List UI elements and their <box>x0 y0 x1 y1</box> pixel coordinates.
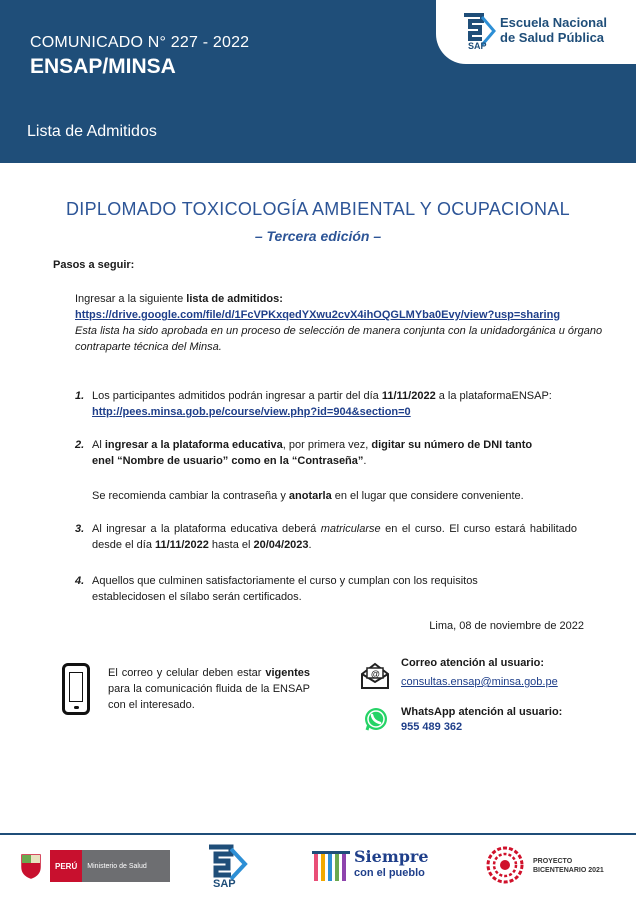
diploma-title: DIPLOMADO TOXICOLOGÍA AMBIENTAL Y OCUPACIONAL <box>66 199 570 219</box>
whatsapp-number[interactable]: 955 489 362 <box>401 721 463 733</box>
platform-link[interactable]: http://pees.minsa.gob.pe/course/view.php?id=904&section=0 <box>92 406 411 418</box>
step-number: 1. <box>75 390 85 402</box>
edition-subtitle: – Tercera edición – <box>254 228 382 244</box>
header-subtitle: Lista de Admitidos <box>27 123 157 140</box>
step-text: Al ingresar a la plataforma educativa, por primera vez, digitar su número de DNI tanto enel “Nombre de usuario” como en la “Contraseña”. <box>92 439 533 467</box>
organization-name: ENSAP/MINSA <box>30 55 176 78</box>
svg-text:@: @ <box>371 669 380 679</box>
approval-note: Esta lista ha sido aprobada en un proceso de selección de manera conjunta con la unidadorgánica u órgano contraparte técnica del Minsa. <box>75 325 603 353</box>
whatsapp-icon <box>363 706 389 732</box>
step-number: 4. <box>75 575 85 587</box>
mobile-phone-icon <box>62 663 90 715</box>
siempre-text: Siempre <box>354 847 429 866</box>
svg-text:SAP: SAP <box>213 878 236 889</box>
step-number: 2. <box>75 439 85 451</box>
peru-label: PERÚ <box>50 850 82 882</box>
ensap-logo <box>436 0 636 64</box>
ministerio-label: Ministerio de Salud <box>82 850 170 882</box>
contact-note: El correo y celular deben estar vigentes para la comunicación fluida de la ENSAP con el interesado. <box>108 667 310 711</box>
whatsapp-support-title: WhatsApp atención al usuario: <box>401 706 563 718</box>
admitted-list-intro: Ingresar a la siguiente lista de admitidos: https://drive.google.com/file/d/1FcVPKxqedYXwu2cvX4ihOQGLMYba0Evy/view?usp=sharing Esta lista ha sido aprobada en un proceso de selección de manera conjunta con la unidadorgánica u órgano contraparte técnica del Minsa. <box>75 291 605 355</box>
bicentenario-sun-icon <box>485 845 525 885</box>
email-icon <box>360 662 390 690</box>
svg-text:SAP: SAP <box>468 41 487 51</box>
password-recommendation: Se recomienda cambiar la contraseña y anotarla en el lugar que considere conveniente. <box>92 490 524 502</box>
communique-number: COMUNICADO N° 227 - 2022 <box>30 34 250 51</box>
ensap-logo-text: Escuela Nacional de Salud Pública <box>500 15 607 45</box>
email-support-link[interactable]: consultas.ensap@minsa.gob.pe <box>401 676 558 688</box>
minsa-logo <box>20 850 170 882</box>
footer-divider <box>0 833 636 835</box>
pueblo-text: con el pueblo <box>354 867 425 879</box>
ensap-footer-logo-icon <box>203 843 251 889</box>
siempre-con-el-pueblo-logo <box>312 845 432 887</box>
peru-shield-icon <box>20 853 42 879</box>
step-number: 3. <box>75 523 85 535</box>
steps-heading: Pasos a seguir: <box>53 259 135 271</box>
step-text: Los participantes admitidos podrán ingresar a partir del día 11/11/2022 a la plataformaENSAP: http://pees.minsa.gob.pe/course/view.php?id=904&section=0 <box>92 390 552 418</box>
email-support-title: Correo atención al usuario: <box>401 657 545 669</box>
date-line: Lima, 08 de noviembre de 2022 <box>429 620 584 632</box>
bicentenario-logo <box>485 845 625 885</box>
step-text: Al ingresar a la plataforma educativa deberá matricularse en el curso. El curso estará habilitado desde el día 11/11/2022 hasta el 20/04/2023. <box>92 523 577 551</box>
admitted-list-link[interactable]: https://drive.google.com/file/d/1FcVPKxqedYXwu2cvX4ihOQGLMYba0Evy/view?usp=sharing <box>75 309 561 321</box>
bicentenario-text: PROYECTO BICENTENARIO 2021 <box>533 858 604 874</box>
ensap-logo-icon <box>460 11 498 51</box>
step-text: Aquellos que culminen satisfactoriamente el curso y cumplan con los requisitos establecidosen el sílabo serán certificados. <box>92 575 478 603</box>
siempre-figures-icon <box>312 847 350 885</box>
